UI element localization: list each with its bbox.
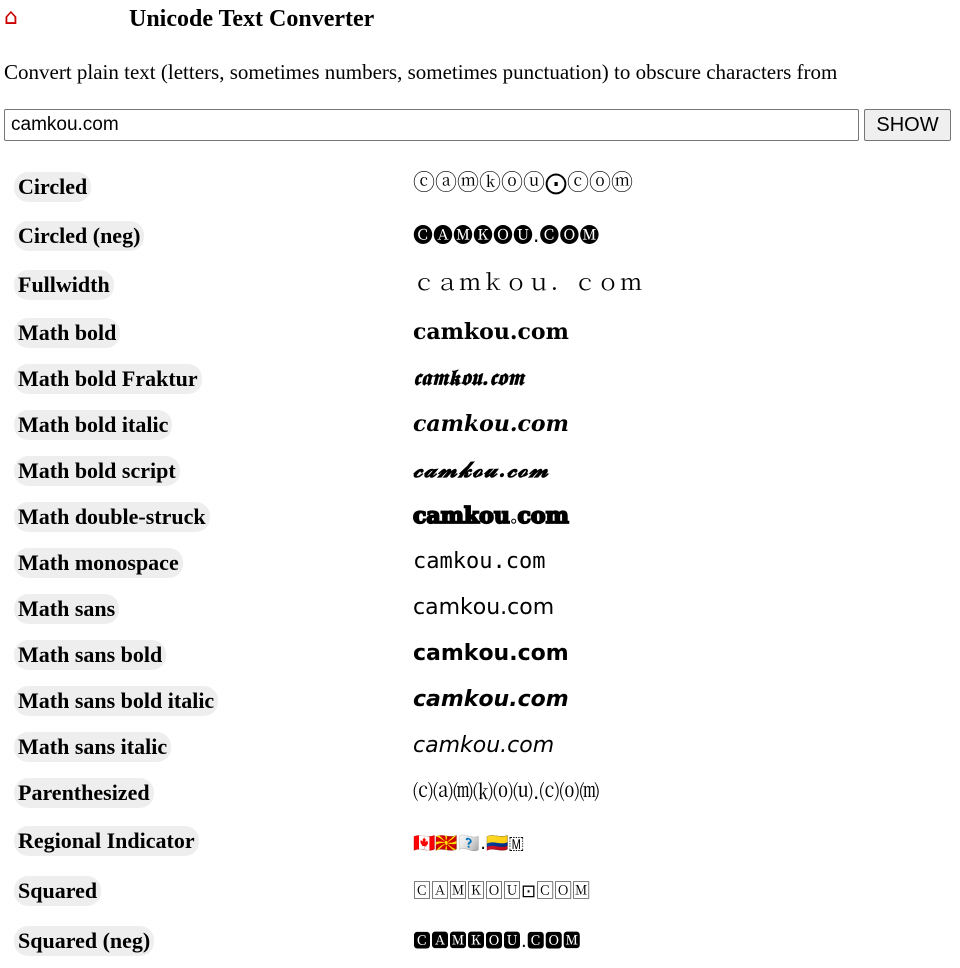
converted-text[interactable]: 𝐜𝐚𝐦𝐤𝐨𝐮.𝐜𝐨𝐦 — [413, 319, 569, 345]
style-label: Math sans — [14, 594, 119, 624]
converted-text[interactable]: 🅒🅐🅜🅚🅞🅤.🅒🅞🅜 — [413, 223, 600, 247]
style-label: Math sans italic — [14, 732, 171, 762]
conversion-row — [0, 680, 960, 726]
page-title: Unicode Text Converter — [129, 6, 375, 32]
conversion-row — [0, 496, 960, 542]
style-label: Math bold script — [14, 456, 180, 486]
conversion-row — [0, 312, 960, 358]
style-label: Circled (neg) — [14, 221, 144, 251]
page-description: Convert plain text (letters, sometimes numbers, sometimes punctuation) to obscure characters from — [4, 60, 838, 84]
converted-text[interactable]: ｃａｍｋｏｕ．ｃｏｍ — [413, 271, 644, 296]
conversion-row — [0, 450, 960, 496]
conversion-row — [0, 918, 960, 964]
converted-text[interactable]: ⓒⓐⓜⓚⓞⓤ⨀ⓒⓞⓜ — [413, 171, 634, 196]
style-label: Math sans bold — [14, 640, 166, 670]
conversion-row — [0, 868, 960, 918]
converted-text[interactable]: 𝕔𝕒𝕞𝕜𝕠𝕦.𝕔𝕠𝕞 — [413, 503, 569, 529]
converted-text[interactable]: 🇨🇦🇲🇰🇴🇺.🇨🇴🇲 — [413, 833, 525, 854]
style-label: Circled — [14, 172, 91, 202]
converted-text[interactable]: 𝓬𝓪𝓶𝓴𝓸𝓾.𝓬𝓸𝓶 — [413, 457, 550, 483]
show-button[interactable]: SHOW — [864, 109, 951, 141]
style-label: Fullwidth — [14, 270, 114, 300]
text-input[interactable] — [4, 109, 859, 141]
style-label: Math bold italic — [14, 410, 172, 440]
style-label: Math bold Fraktur — [14, 364, 202, 394]
conversion-row — [0, 264, 960, 312]
converted-text[interactable]: 𝖈𝖆𝖒𝖐𝖔𝖚.𝖈𝖔𝖒 — [413, 365, 525, 391]
converted-text[interactable]: 𝖼𝖺𝗆𝗄𝗈𝗎.𝖼𝗈𝗆 — [413, 595, 555, 620]
style-label: Math double-struck — [14, 502, 210, 532]
style-label: Regional Indicator — [14, 826, 199, 856]
style-label: Math sans bold italic — [14, 686, 218, 716]
converted-text[interactable]: ⒞⒜⒨⒦⒪⒰.⒞⒪⒨ — [413, 780, 600, 804]
conversion-row — [0, 634, 960, 680]
style-label: Squared (neg) — [14, 926, 154, 956]
conversion-row — [0, 358, 960, 404]
conversion-row — [0, 772, 960, 818]
conversion-row — [0, 215, 960, 264]
conversion-row — [0, 726, 960, 772]
conversion-row — [0, 818, 960, 868]
converted-text[interactable]: 🄲🄰🄼🄺🄾🅄⊡🄲🄾🄼 — [413, 881, 591, 902]
home-icon[interactable]: ⌂ — [4, 5, 18, 30]
converted-text[interactable]: 𝒄𝒂𝒎𝒌𝒐𝒖.𝒄𝒐𝒎 — [413, 411, 569, 437]
converted-text[interactable]: 𝚌𝚊𝚖𝚔𝚘𝚞.𝚌𝚘𝚖 — [413, 549, 546, 574]
converted-text[interactable]: 𝘤𝘢𝘮𝘬𝘰𝘶.𝘤𝘰𝘮 — [413, 733, 555, 758]
conversion-row — [0, 588, 960, 634]
style-label: Math bold — [14, 318, 120, 348]
conversion-row — [0, 404, 960, 450]
style-label: Parenthesized — [14, 778, 154, 808]
style-label: Math monospace — [14, 548, 183, 578]
conversion-row — [0, 542, 960, 588]
converted-text[interactable]: 𝗰𝗮𝗺𝗸𝗼𝘂.𝗰𝗼𝗺 — [413, 641, 569, 666]
converted-text[interactable]: 🅲🅰🅼🅺🅾🆄.🅲🅾🅼 — [413, 931, 581, 952]
conversion-table — [0, 166, 960, 964]
conversion-row — [0, 166, 960, 215]
style-label: Squared — [14, 876, 101, 906]
converted-text[interactable]: 𝙘𝙖𝙢𝙠𝙤𝙪.𝙘𝙤𝙢 — [413, 687, 569, 712]
